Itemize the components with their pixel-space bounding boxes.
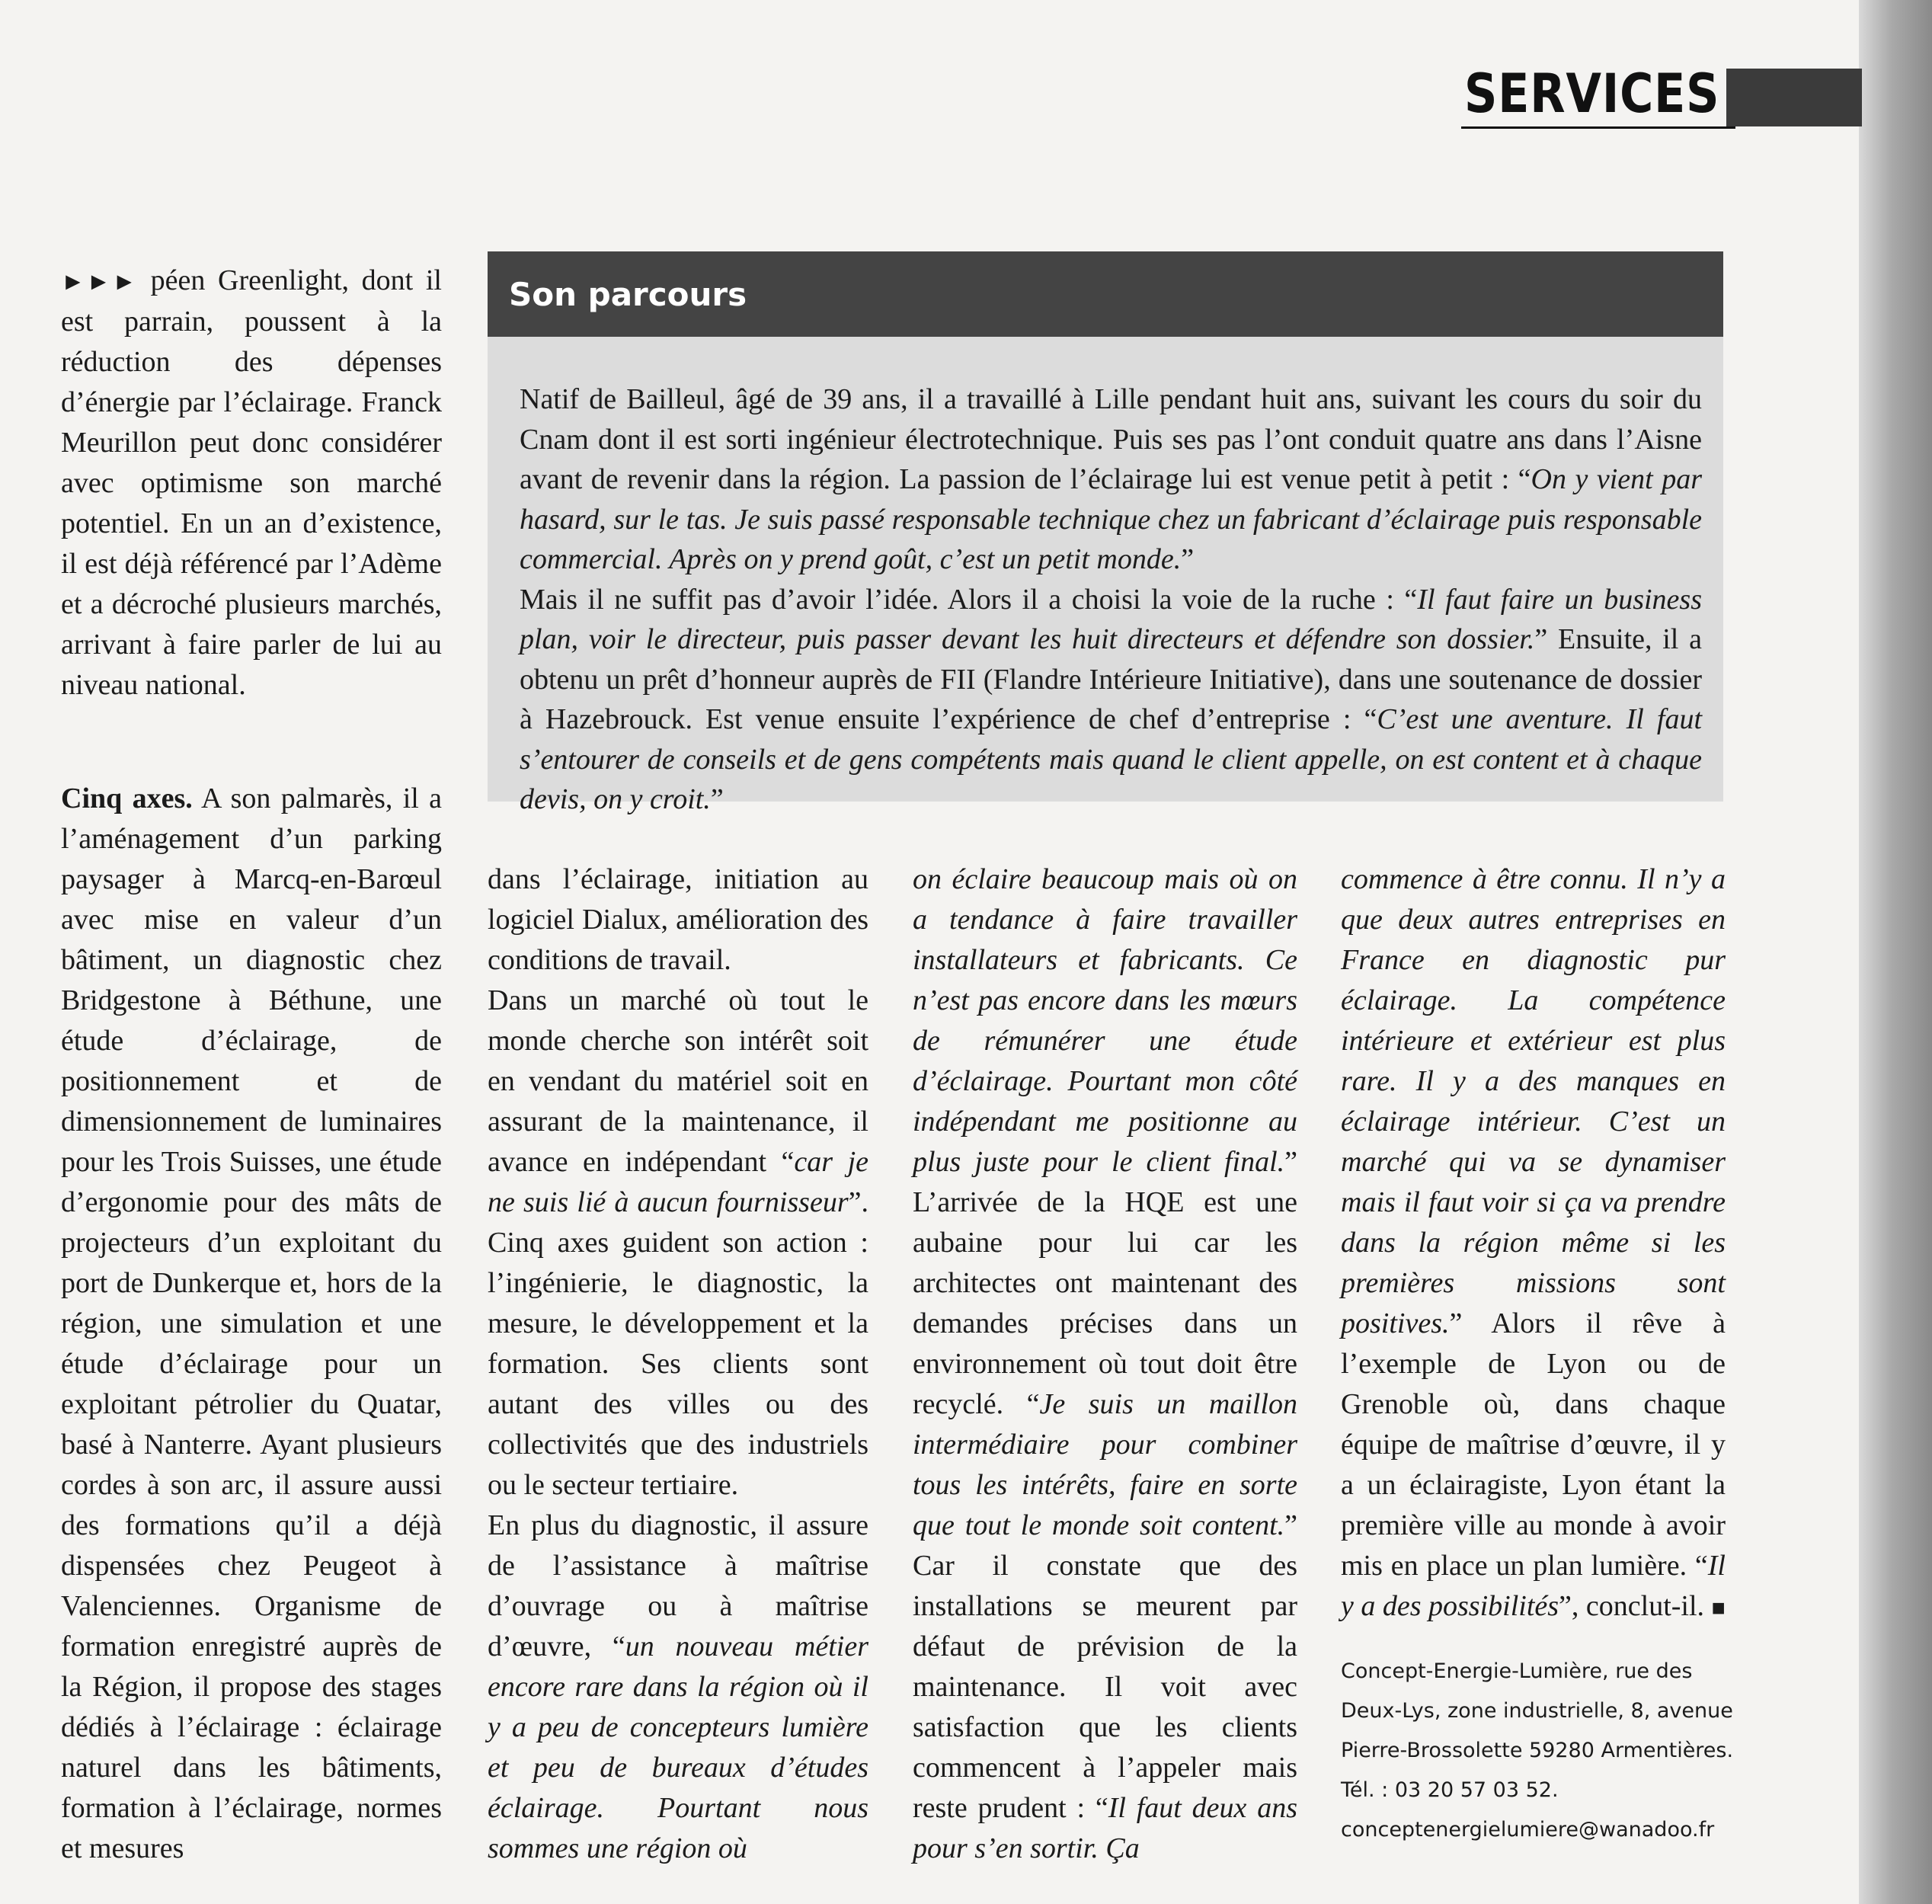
page-edge (1859, 0, 1932, 1904)
paragraph: dans l’éclairage, initiation au logiciel Dialux, amélioration des conditions de travail. (488, 863, 868, 976)
sidebar-paragraph-2: Mais il ne suffit pas d’avoir l’idée. Alors il a choisi la voie de la ruche : “Il faut faire un business plan, voir le directeur, puis passer devant les huit directeurs et défendre son dossier.” Ensuite, il a obtenu un prêt d’honneur auprès de FII (Flandre Intérieure Initiative), dans une soutenance de dossier à Hazebrouck. Est venue ensuite l’expérience de chef d’entreprise : “C’est une aventure. Il faut s’entourer de conseils et de gens compétents mais quand le client appelle, on est content et à chaque devis, on y croit.” (520, 583, 1702, 815)
paragraph: En plus du diagnostic, il assure de l’assistance à maîtrise d’ouvrage ou à maîtrise d’œuvre, “un nouveau métier encore rare dans la région où il y a peu de concepteurs lumière et peu de bureaux d’études éclairage. Pourtant nous sommes une région où (488, 1509, 868, 1864)
column-3 (913, 859, 1297, 1869)
sidebar-paragraph-1: Natif de Bailleul, âgé de 39 ans, il a travaillé à Lille pendant huit ans, suivant les cours du soir du Cnam dont il est sorti ingénieur électrotechnique. Puis ses pas l’ont conduit quatre ans dans l’Aisne avant de revenir dans la région. La passion de l’éclairage lui est venue petit à petit : “On y vient par hasard, sur le tas. Je suis passé responsable technique chez un fabricant d’éclairage puis responsable commercial. Après on y prend goût, c’est un petit monde.” (520, 383, 1702, 575)
contact-info (1341, 1652, 1737, 1850)
header-rule (1461, 126, 1735, 129)
contact-line: Pierre-Brossolette 59280 Armentières. (1341, 1739, 1734, 1762)
contact-line: Concept-Energie-Lumière, rue des (1341, 1659, 1693, 1683)
paragraph: commence à être connu. Il n’y a que deux autres entreprises en France en diagnostic pur éclairage. La compétence intérieure et extérieur est plus rare. Il y a des manques en éclairage intérieur. C’est un marché qui va se dynamiser mais il faut voir si ça va prendre dans la région même si les premières missions sont positives.” Alors il rêve à l’exemple de Lyon ou de Grenoble où, dans chaque équipe de maîtrise d’œuvre, il y a un éclairagiste, Lyon étant la première ville au monde à avoir mis en place un plan lumière. “Il y a des possibilités”, conclut-il. ■ (1341, 863, 1726, 1622)
column-1-bottom (61, 779, 442, 1869)
column-4 (1341, 859, 1726, 1628)
continuation-arrows: ►►► (61, 267, 139, 295)
paragraph: Cinq axes. A son palmarès, il a l’aménagement d’un parking paysager à Marcq-en-Barœul avec mise en valeur d’un bâtiment, un diagnostic chez Bridgestone à Béthune, une étude d’éclairage, de positionnement et de dimensionnement de luminaires pour les Trois Suisses, une étude d’ergonomie pour des mâts de projecteurs d’un exploitant du port de Dunkerque et, hors de la région, une simulation et une étude d’éclairage pour un exploitant pétrolier du Quatar, basé à Nanterre. Ayant plusieurs cordes à son arc, il assure aussi des formations qu’il a déjà dispensées chez Peugeot à Valenciennes. Organisme de formation enregistré auprès de la Région, il propose des stages dédiés à l’éclairage : éclairage naturel dans les bâtiments, formation à l’éclairage, normes et mesures (61, 782, 443, 1864)
sidebar-box-text (520, 379, 1702, 820)
contact-email: conceptenergielumiere@wanadoo.fr (1341, 1818, 1715, 1842)
contact-phone: Tél. : 03 20 57 03 52. (1341, 1778, 1559, 1802)
column-2 (488, 859, 868, 1869)
paragraph: ►►► péen Greenlight, dont il est parrain, poussent à la réduction des dépenses d’énergie par l’éclairage. Franck Meurillon peut donc considérer avec optimisme son marché potentiel. En un an d’existence, il est déjà référencé par l’Adème et a décroché plusieurs marchés, arrivant à faire parler de lui au niveau national. (61, 264, 442, 701)
column-1-top (61, 261, 442, 706)
contact-line: Deux-Lys, zone industrielle, 8, avenue (1341, 1699, 1733, 1723)
lead-in: Cinq axes. (61, 782, 193, 814)
section-title: SERVICES (1464, 62, 1720, 125)
header-block (1726, 69, 1862, 126)
sidebar-box-title: Son parcours (509, 276, 747, 313)
paragraph: Dans un marché où tout le monde cherche son intérêt soit en vendant du matériel soit en assurant de la maintenance, il avance en indépendant “car je ne suis lié à aucun fournisseur”. Cinq axes guident son action : l’ingénierie, le diagnostic, la mesure, le développement et la formation. Ses clients sont autant des villes ou des collectivités que des industriels ou le secteur tertiaire. (488, 984, 868, 1501)
end-mark: ■ (1711, 1595, 1726, 1621)
paragraph: on éclaire beaucoup mais où on a tendance à faire travailler installateurs et fabricants. Ce n’est pas encore dans les mœurs de rémunérer une étude d’éclairage. Pourtant mon côté indépendant me positionne au plus juste pour le client final.” L’arrivée de la HQE est une aubaine pour lui car les architectes ont maintenant des demandes précises dans un environnement où tout doit être recyclé. “Je suis un maillon intermédiaire pour combiner tous les intérêts, faire en sorte que tout le monde soit content.” Car il constate que des installations se meurent par défaut de prévision de la maintenance. Il voit avec satisfaction que les clients commencent à l’appeler mais reste prudent : “Il faut deux ans pour s’en sortir. Ça (913, 863, 1298, 1864)
